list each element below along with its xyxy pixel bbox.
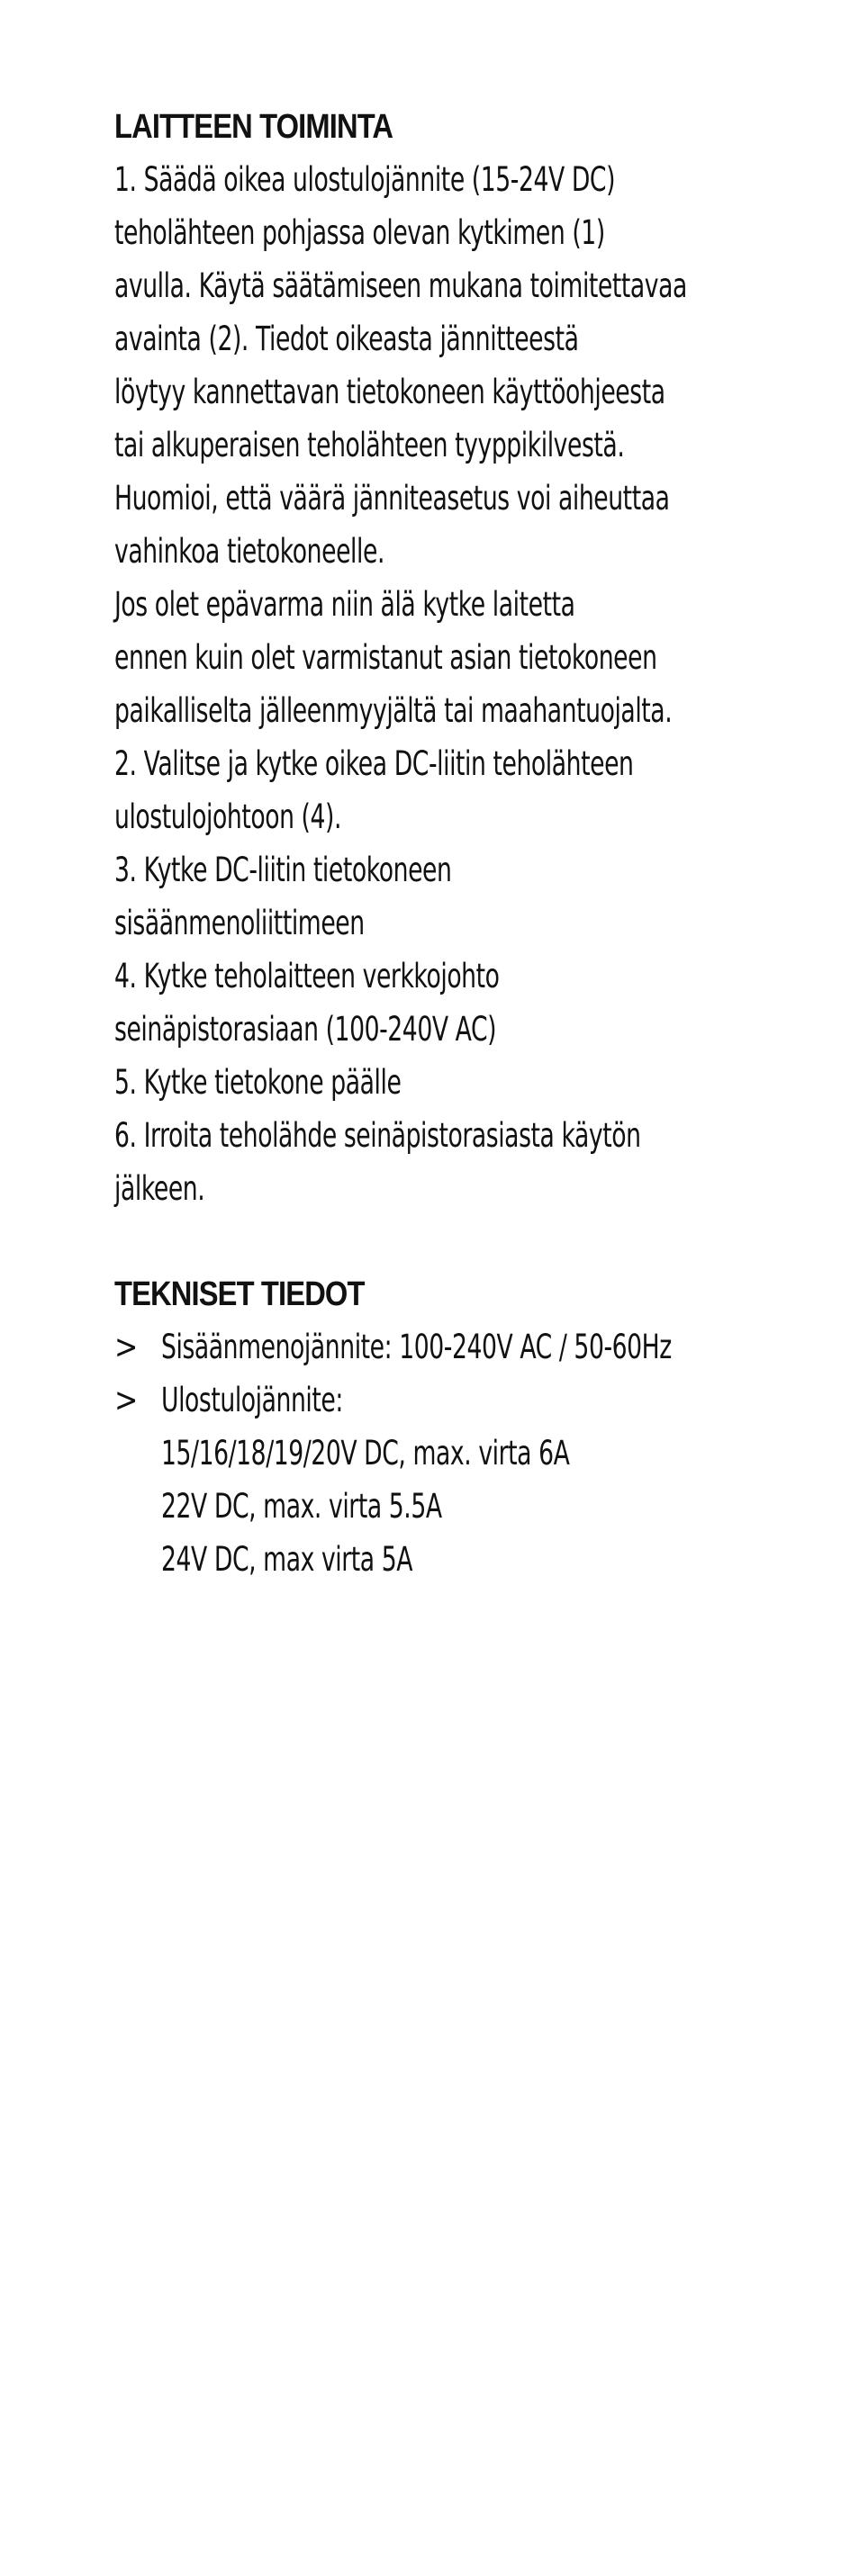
- instruction-line: Jos olet epävarma niin älä kytke laitetta: [114, 585, 575, 624]
- spec-line: 22V DC, max. virta 5.5A: [161, 1487, 442, 1526]
- instruction-line: 3. Kytke DC-liitin tietokoneen: [114, 851, 452, 889]
- spec-line: 24V DC, max virta 5A: [161, 1540, 413, 1579]
- instruction-line: teholähteen pohjassa olevan kytkimen (1): [114, 213, 605, 252]
- instruction-line: avulla. Käytä säätämiseen mukana toimitettavaa: [114, 266, 687, 305]
- instruction-line: 4. Kytke teholaitteen verkkojohto: [114, 957, 500, 995]
- instruction-line: tai alkuperaisen teholähteen tyyppikilvestä.: [114, 426, 625, 464]
- instruction-line: ennen kuin olet varmistanut asian tietokoneen: [114, 638, 657, 677]
- spec-line: Ulostulojännite:: [161, 1381, 343, 1419]
- instruction-line: jälkeen.: [114, 1169, 205, 1208]
- bullet-marker: >: [114, 1381, 139, 1419]
- operation-heading: LAITTEEN TOIMINTA: [114, 108, 393, 146]
- instruction-line: ulostulojohtoon (4).: [114, 797, 342, 836]
- instruction-line: avainta (2). Tiedot oikeasta jännitteestä: [114, 320, 579, 358]
- instruction-line: 1. Säädä oikea ulostulojännite (15-24V DC): [114, 160, 616, 199]
- instruction-line: löytyy kannettavan tietokoneen käyttöohjeesta: [114, 373, 665, 411]
- instruction-line: vahinkoa tietokoneelle.: [114, 532, 384, 571]
- instruction-line: seinäpistorasiaan (100-240V AC): [114, 1010, 497, 1049]
- instruction-line: 5. Kytke tietokone päälle: [114, 1063, 402, 1102]
- instruction-line: 6. Irroita teholähde seinäpistorasiasta käytön: [114, 1116, 641, 1155]
- instruction-line: Huomioi, että väärä jänniteasetus voi aiheuttaa: [114, 479, 670, 518]
- instruction-line: 2. Valitse ja kytke oikea DC-liitin teholähteen: [114, 744, 634, 783]
- spec-line: Sisäänmenojännite: 100-240V AC / 50-60Hz: [161, 1328, 672, 1366]
- specs-heading: TEKNISET TIEDOT: [114, 1275, 365, 1313]
- instruction-line: sisäänmenoliittimeen: [114, 904, 365, 942]
- spec-line: 15/16/18/19/20V DC, max. virta 6A: [161, 1434, 570, 1473]
- instruction-line: paikalliselta jälleenmyyjältä tai maahantuojalta.: [114, 691, 673, 730]
- bullet-marker: >: [114, 1328, 139, 1366]
